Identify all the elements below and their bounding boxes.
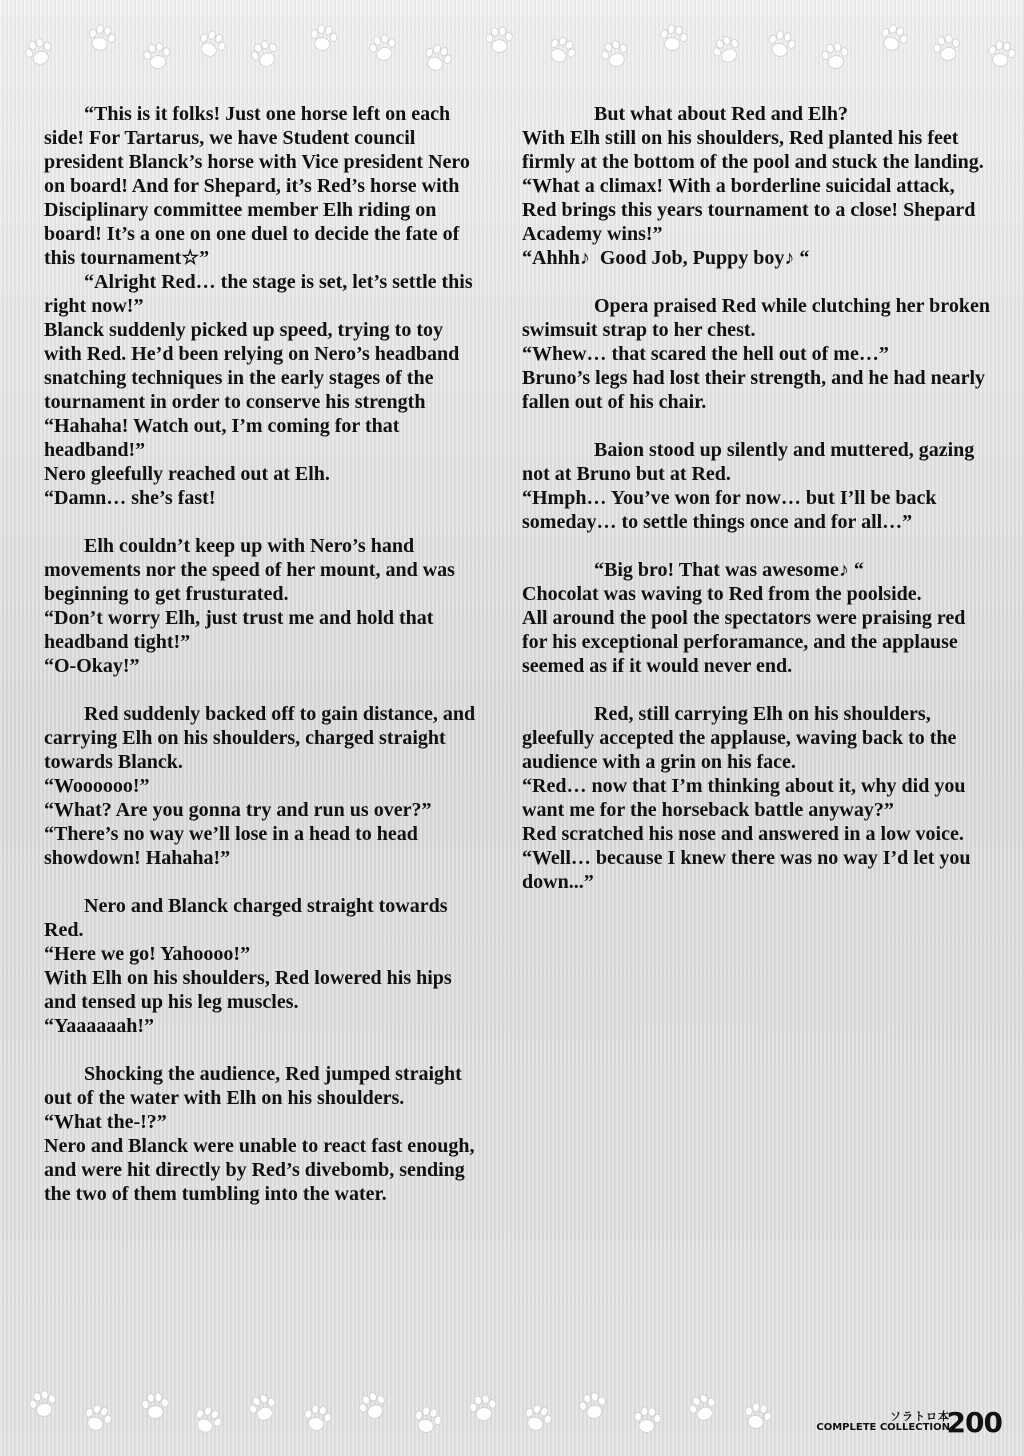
story-paragraph: “What a climax! With a borderline suicidal attack, Red brings this years tournament to a close! Shepard Academy wins!”: [522, 175, 980, 245]
story-paragraph: “Woooooo!”: [44, 775, 150, 797]
story-paragraph: Red suddenly backed off to gain distance, and carrying Elh on his shoulders, charged straight towards Blanck.: [44, 703, 481, 773]
paw-print-icon: [184, 1398, 229, 1443]
paw-print-icon: [572, 1386, 614, 1428]
paw-print-icon: [681, 1387, 725, 1431]
story-paragraph: All around the pool the spectators were praising red for his exceptional perforamance, and the applause seemed as if it would never end.: [522, 607, 971, 677]
story-paragraph: “Here we go! Yahoooo!”: [44, 943, 251, 965]
brand-japanese-title: ソラトロ本: [890, 1410, 950, 1423]
story-paragraph: “Damn… she’s fast!: [44, 487, 216, 509]
story-paragraph: Red scratched his nose and answered in a low voice.: [522, 823, 964, 845]
left-text-column: [44, 102, 484, 1206]
story-paragraph: “Red… now that I’m thinking about it, why did you want me for the horseback battle anyway?”: [522, 775, 971, 821]
story-paragraph: “Yaaaaaah!”: [44, 1015, 155, 1037]
page-footer: [812, 1406, 1012, 1442]
story-paragraph: “Big bro! That was awesome♪ “: [594, 559, 864, 581]
paw-print-icon: [75, 1397, 119, 1441]
paw-print-icon: [242, 32, 287, 77]
story-paragraph: Baion stood up silently and muttered, gazing not at Bruno but at Red.: [522, 439, 980, 485]
story-paragraph: “Well… because I knew there was no way I’d let you down...”: [522, 847, 976, 893]
page-number: 200: [946, 1406, 1002, 1439]
paragraph-spacer: [44, 870, 484, 894]
paw-print-icon: [188, 22, 233, 67]
paw-print-icon: [350, 1384, 395, 1429]
story-paragraph: Bruno’s legs had lost their strength, and he had nearly fallen out of his chair.: [522, 367, 991, 413]
story-paragraph: But what about Red and Elh?: [594, 103, 848, 125]
paw-print-border-top: [0, 8, 1024, 78]
story-paragraph: With Elh on his shoulders, Red lowered his hips and tensed up his leg muscles.: [44, 967, 457, 1013]
paw-print-icon: [926, 28, 968, 70]
paw-print-icon: [22, 1384, 64, 1426]
paw-print-icon: [593, 33, 637, 77]
paw-print-icon: [415, 37, 459, 81]
story-paragraph: “What? Are you gonna try and run us over?”: [44, 799, 432, 821]
story-paragraph: With Elh still on his shoulders, Red planted his feet firmly at the bottom of the pool and stuck the landing.: [522, 127, 984, 173]
story-paragraph: “Alright Red… the stage is set, let’s settle this right now!”: [44, 271, 478, 317]
paw-print-icon: [297, 1399, 336, 1438]
story-paragraph: “Don’t worry Elh, just trust me and hold that headband tight!”: [44, 607, 439, 653]
story-paragraph: “This is it folks! Just one horse left on each side! For Tartarus, we have Student council president Blanck’s horse with Vice president Nero on board! And for Shepard, it’s Red’s horse with Disciplinary committee member Elh riding on board! It’s a one on one duel to decide the fate of this tournament☆”: [44, 103, 475, 269]
paw-print-icon: [80, 18, 122, 60]
paw-print-icon: [241, 1387, 285, 1431]
paragraph-spacer: [522, 270, 992, 294]
story-paragraph: “Whew… that scared the hell out of me…”: [522, 343, 889, 365]
paw-print-icon: [137, 37, 176, 76]
paw-print-icon: [760, 24, 802, 66]
paw-print-icon: [515, 1397, 559, 1441]
paragraph-spacer: [44, 1038, 484, 1062]
paragraph-spacer: [522, 534, 992, 558]
paragraph-spacer: [522, 414, 992, 438]
paw-print-icon: [629, 1403, 666, 1440]
story-paragraph: Opera praised Red while clutching her broken swimsuit strap to her chest.: [522, 295, 995, 341]
story-paragraph: “O-Okay!”: [44, 655, 140, 677]
paw-print-icon: [704, 28, 749, 73]
paragraph-spacer: [44, 678, 484, 702]
paw-print-icon: [538, 28, 584, 74]
paragraph-spacer: [522, 678, 992, 702]
paragraph-spacer: [44, 510, 484, 534]
paw-print-icon: [981, 35, 1020, 74]
story-paragraph: Nero and Blanck charged straight towards Red.: [44, 895, 453, 941]
paw-print-icon: [653, 19, 692, 58]
paw-print-icon: [481, 23, 518, 60]
brand-collection-label: COMPLETE COLLECTION: [816, 1422, 950, 1433]
story-paragraph: Red, still carrying Elh on his shoulders, gleefully accepted the applause, waving back to the audience with a grin on his face.: [522, 703, 962, 773]
story-paragraph: Nero gleefully reached out at Elh.: [44, 463, 330, 485]
story-paragraph: “What the-!?”: [44, 1111, 167, 1133]
story-paragraph: Chocolat was waving to Red from the poolside.: [522, 583, 922, 605]
story-paragraph: “Ahhh♪ Good Job, Puppy boy♪ “: [522, 247, 810, 269]
story-paragraph: “Hahaha! Watch out, I’m coming for that headband!”: [44, 415, 405, 461]
story-paragraph: “There’s no way we’ll lose in a head to head showdown! Hahaha!”: [44, 823, 423, 869]
story-paragraph: Nero and Blanck were unable to react fast enough, and were hit directly by Red’s divebomb, sending the two of them tumbling into the water.: [44, 1135, 480, 1205]
story-paragraph: Elh couldn’t keep up with Nero’s hand movements nor the speed of her mount, and was beginning to get frusturated.: [44, 535, 460, 605]
right-text-column: [522, 102, 995, 894]
story-paragraph: Shocking the audience, Red jumped straight out of the water with Elh on his shoulders.: [44, 1063, 467, 1109]
paw-print-icon: [815, 37, 854, 76]
paw-print-icon: [17, 31, 61, 75]
paw-print-icon: [463, 1389, 502, 1428]
story-paragraph: “Hmph… You’ve won for now… but I’ll be back someday… to settle things once and for all…”: [522, 487, 942, 533]
paw-print-icon: [406, 1400, 448, 1442]
paw-print-icon: [137, 1389, 174, 1426]
story-paragraph: Blanck suddenly picked up speed, trying to toy with Red. He’d been relying on Nero’s headband snatching techniques in the early stages of the tournament in order to conserve his strength: [44, 319, 465, 413]
paw-print-icon: [871, 17, 915, 61]
paw-print-icon: [736, 1396, 778, 1438]
paw-print-icon: [362, 28, 404, 70]
paw-print-icon: [303, 19, 342, 58]
